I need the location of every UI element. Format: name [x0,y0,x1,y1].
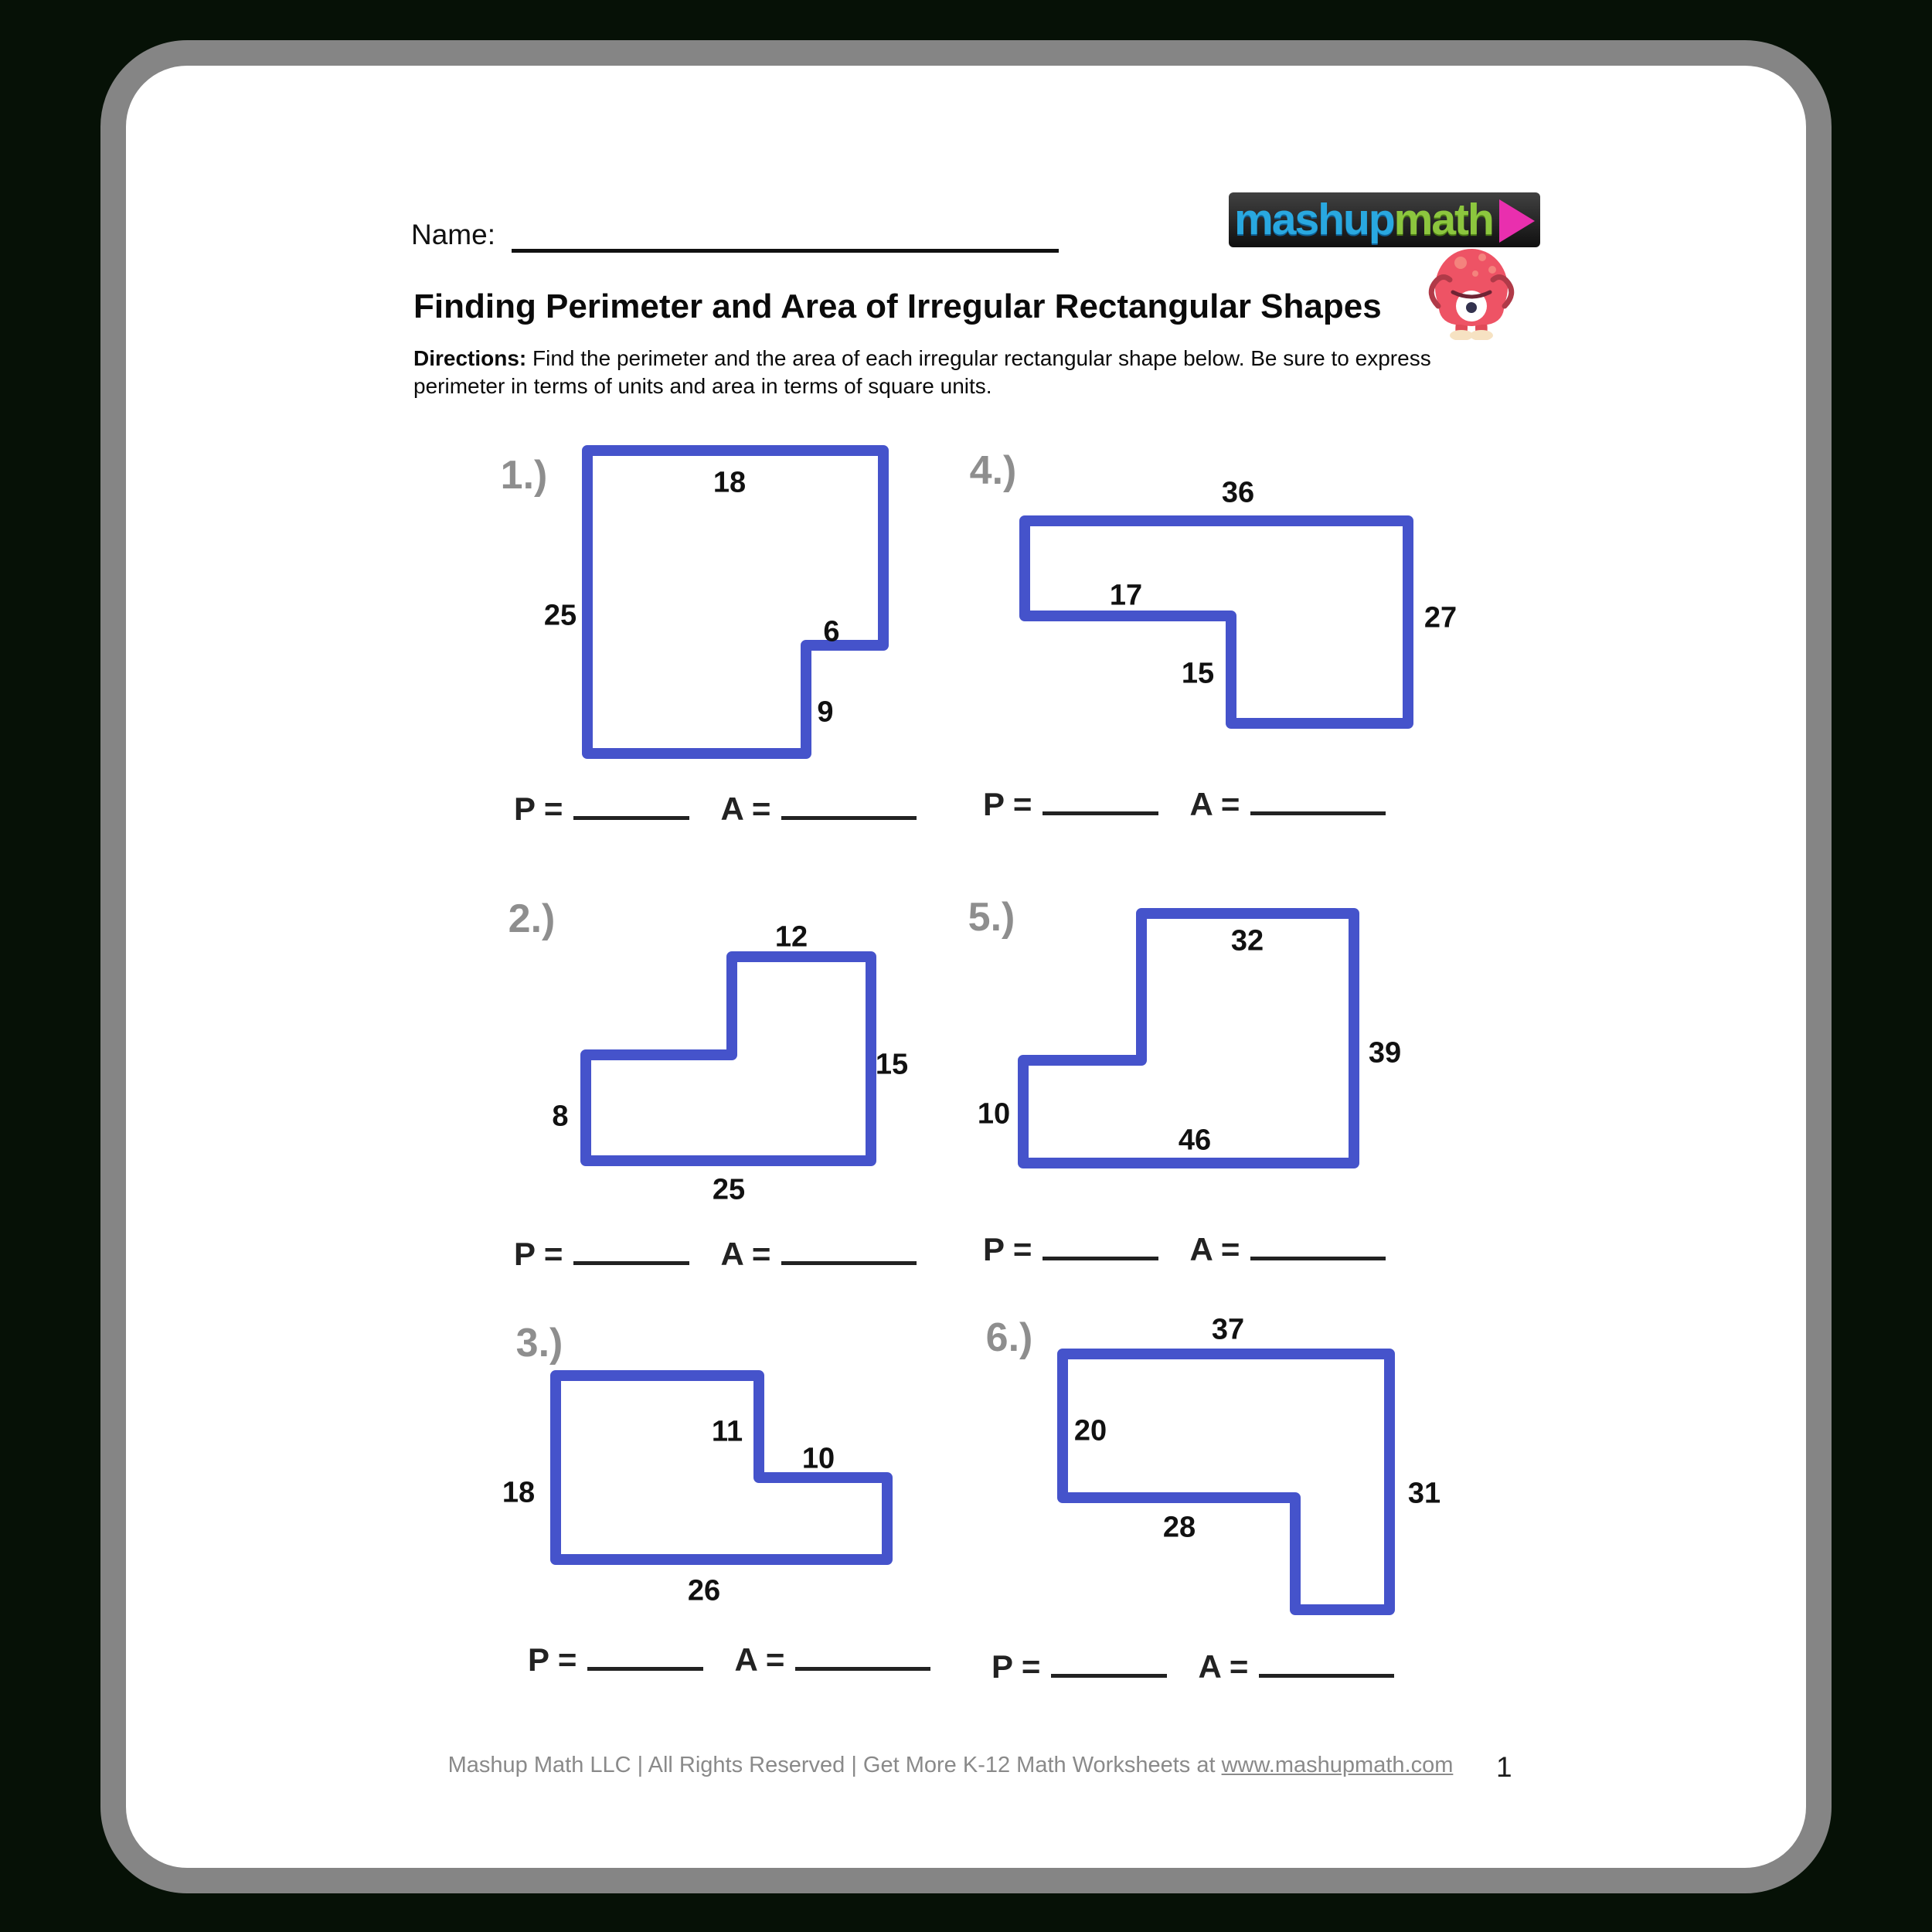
dimension-label: 31 [1407,1477,1441,1510]
shape-polygon [586,957,871,1161]
dimension-label: 8 [552,1100,569,1133]
answer-row [528,1641,930,1679]
area-label: A = [720,791,771,827]
logo-word-mashup: mashup [1234,195,1394,244]
dimension-label: 27 [1423,601,1458,634]
dimension-label: 15 [875,1048,909,1081]
dimension-label: 17 [1109,579,1143,612]
name-blank-line [512,216,1059,253]
shape-polygon [556,1376,887,1560]
area-label: A = [734,1641,785,1678]
answer-row [514,1235,917,1273]
play-triangle-icon [1498,199,1535,243]
dimension-label: 28 [1162,1511,1196,1544]
area-answer-blank [795,1641,930,1671]
problem-number: 2.) [508,896,556,941]
dimension-label: 18 [713,466,747,499]
shape-polygon [1063,1354,1389,1610]
dimension-label: 11 [711,1415,743,1448]
area-answer-blank [1250,1230,1386,1260]
answer-row [983,785,1386,823]
area-label: A = [720,1236,771,1272]
irregular-shape-figure [1009,505,1427,739]
area-answer-blank [1259,1648,1394,1678]
name-label: Name: [411,219,495,250]
perimeter-answer-blank [1051,1648,1167,1678]
dimension-label: 36 [1221,476,1255,509]
area-label: A = [1198,1648,1249,1685]
perimeter-answer-blank [1043,1230,1158,1260]
perimeter-label: P = [528,1641,577,1678]
shape-polygon [1025,521,1408,723]
dimension-label: 15 [1181,657,1215,690]
perimeter-answer-blank [1043,785,1158,815]
dimension-label: 12 [774,920,808,954]
perimeter-label: P = [514,1236,563,1272]
perimeter-label: P = [992,1648,1041,1685]
perimeter-label: P = [983,1231,1032,1267]
dimension-label: 32 [1230,924,1264,957]
dimension-label: 18 [502,1476,536,1509]
logo-word-math: math [1393,195,1493,244]
directions [413,345,1468,400]
dimension-label: 20 [1073,1414,1107,1447]
dimension-label: 26 [687,1574,721,1607]
perimeter-label: P = [514,791,563,827]
dimension-label: 37 [1211,1313,1245,1346]
perimeter-answer-blank [573,790,689,820]
page-number: 1 [1496,1751,1512,1783]
footer-text: Mashup Math LLC | All Rights Reserved | Get More K-12 Math Worksheets at [447,1753,1222,1777]
irregular-shape-figure [1048,1340,1407,1626]
problem-number: 6.) [985,1315,1033,1360]
irregular-shape-figure [572,943,890,1175]
area-answer-blank [781,1235,917,1265]
perimeter-label: P = [983,786,1032,822]
footer-link[interactable]: www.mashupmath.com [1221,1753,1454,1777]
area-answer-blank [1250,785,1386,815]
directions-text: Find the perimeter and the area of each irregular rectangular shape below. Be sure to express perimeter in terms of units and area in terms of square units. [413,346,1431,398]
dimension-label: 25 [543,599,577,632]
answer-row [983,1230,1386,1268]
problem-number: 3.) [515,1321,563,1366]
mashupmath-logo [1229,192,1540,247]
worksheet-title: Finding Perimeter and Area of Irregular Rectangular Shapes [413,287,1382,325]
dimension-label: 46 [1178,1124,1212,1157]
perimeter-answer-blank [587,1641,703,1671]
dimension-label: 10 [977,1097,1011,1131]
problem-number: 4.) [969,448,1017,493]
dimension-label: 9 [817,696,834,729]
answer-row [992,1648,1394,1685]
area-label: A = [1189,1231,1240,1267]
problem-number: 5.) [968,895,1015,940]
area-answer-blank [781,790,917,820]
dimension-label: 6 [823,615,840,648]
area-label: A = [1189,786,1240,822]
answer-row [514,790,917,828]
dimension-label: 39 [1368,1036,1402,1070]
problem-number: 1.) [500,453,548,498]
dimension-label: 25 [712,1173,746,1206]
irregular-shape-figure [541,1362,904,1575]
footer [232,1753,1669,1778]
directions-label: Directions: [413,346,527,370]
dimension-label: 10 [801,1442,835,1475]
perimeter-answer-blank [573,1235,689,1265]
